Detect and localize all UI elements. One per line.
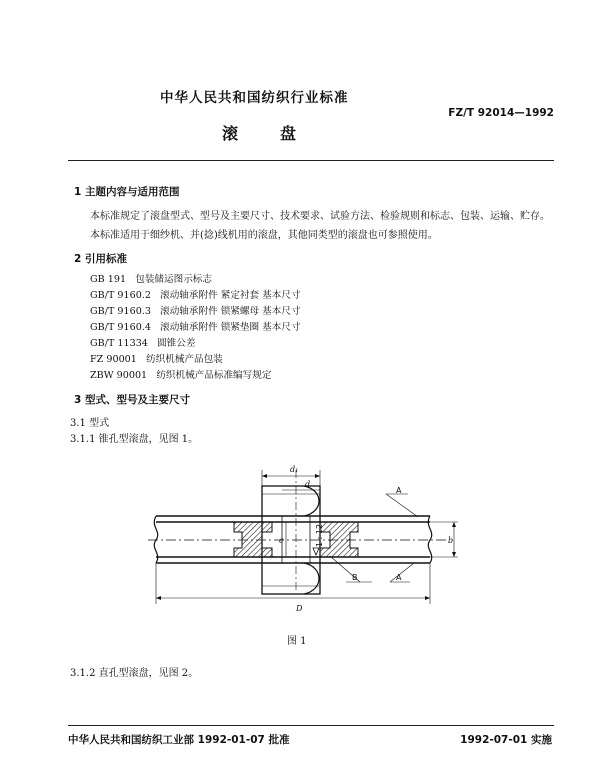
section-1-heading: 1 主题内容与适用范围	[74, 186, 180, 198]
reference-code: GB 191	[90, 274, 127, 285]
label-b: b	[448, 536, 454, 545]
reference-title: 包装储运图示标志	[135, 274, 212, 285]
reference-title: 滚动轴承附件 锁紧垫圈 基本尺寸	[160, 322, 301, 333]
reference-title: 纺织机械产品包装	[146, 354, 223, 365]
label-B: B	[352, 573, 358, 582]
section-1-para-1: 本标准规定了滚盘型式、型号及主要尺寸、技术要求、试验方法、检验规则和标志、包装、运输、贮存。	[90, 211, 550, 222]
subsection-3-1-2: 3.1.2 直孔型滚盘，见图 2。	[70, 668, 199, 679]
section-3-heading: 3 型式、型号及主要尺寸	[74, 394, 190, 406]
section-2-heading: 2 引用标准	[74, 253, 127, 265]
label-A-bottom: A	[396, 573, 402, 582]
figure-caption: 图 1	[287, 636, 307, 647]
label-d1: d₁	[290, 465, 299, 474]
title-char-1: 滚	[222, 124, 239, 143]
approval-line: 中华人民共和国纺织工业部 1992-01-07 批准	[68, 734, 290, 746]
reference-title: 滚动轴承附件 锁紧螺母 基本尺寸	[160, 306, 301, 317]
title-char-2: 盘	[280, 124, 297, 143]
reference-code: GB/T 9160.3	[90, 306, 151, 317]
subsection-3-1: 3.1 型式	[70, 418, 110, 429]
disc-rim-top	[304, 486, 319, 516]
leader-A-bottom	[390, 563, 414, 582]
disc-rim-bottom	[304, 563, 319, 594]
standard-code: FZ/T 92014—1992	[448, 107, 554, 119]
reference-code: GB/T 9160.2	[90, 290, 151, 301]
issuing-authority: 中华人民共和国纺织行业标准	[160, 90, 349, 106]
label-d: d	[305, 480, 311, 489]
reference-title: 纺织机械产品标准编写规定	[156, 370, 272, 381]
shaft-outline	[156, 516, 430, 563]
sleeve-section-right	[320, 522, 358, 557]
label-A-top: A	[396, 486, 402, 495]
label-D: D	[296, 604, 303, 613]
footer-rule	[68, 725, 554, 726]
reference-code: FZ 90001	[90, 354, 137, 365]
reference-title: 滚动轴承附件 紧定衬套 基本尺寸	[160, 290, 301, 301]
section-1-para-2: 本标准适用于细纱机、并(捻)线机用的滚盘，其他同类型的滚盘也可参照使用。	[90, 230, 438, 241]
label-taper: 1 : 12	[315, 523, 324, 547]
sleeve-section-left	[234, 522, 272, 557]
reference-code: GB/T 9160.4	[90, 322, 151, 333]
subsection-3-1-1: 3.1.1 锥孔型滚盘，见图 1。	[70, 434, 199, 445]
shaft-break-right	[428, 516, 431, 563]
reference-title: 圆锥公差	[157, 338, 196, 349]
implementation-date: 1992-07-01 实施	[460, 734, 552, 746]
reference-code: ZBW 90001	[90, 370, 148, 381]
shaft-break-left	[154, 516, 157, 563]
leader-A-top	[386, 494, 418, 517]
reference-code: GB/T 11334	[90, 338, 148, 349]
taper-marker	[313, 548, 319, 555]
label-c: c	[279, 536, 284, 545]
